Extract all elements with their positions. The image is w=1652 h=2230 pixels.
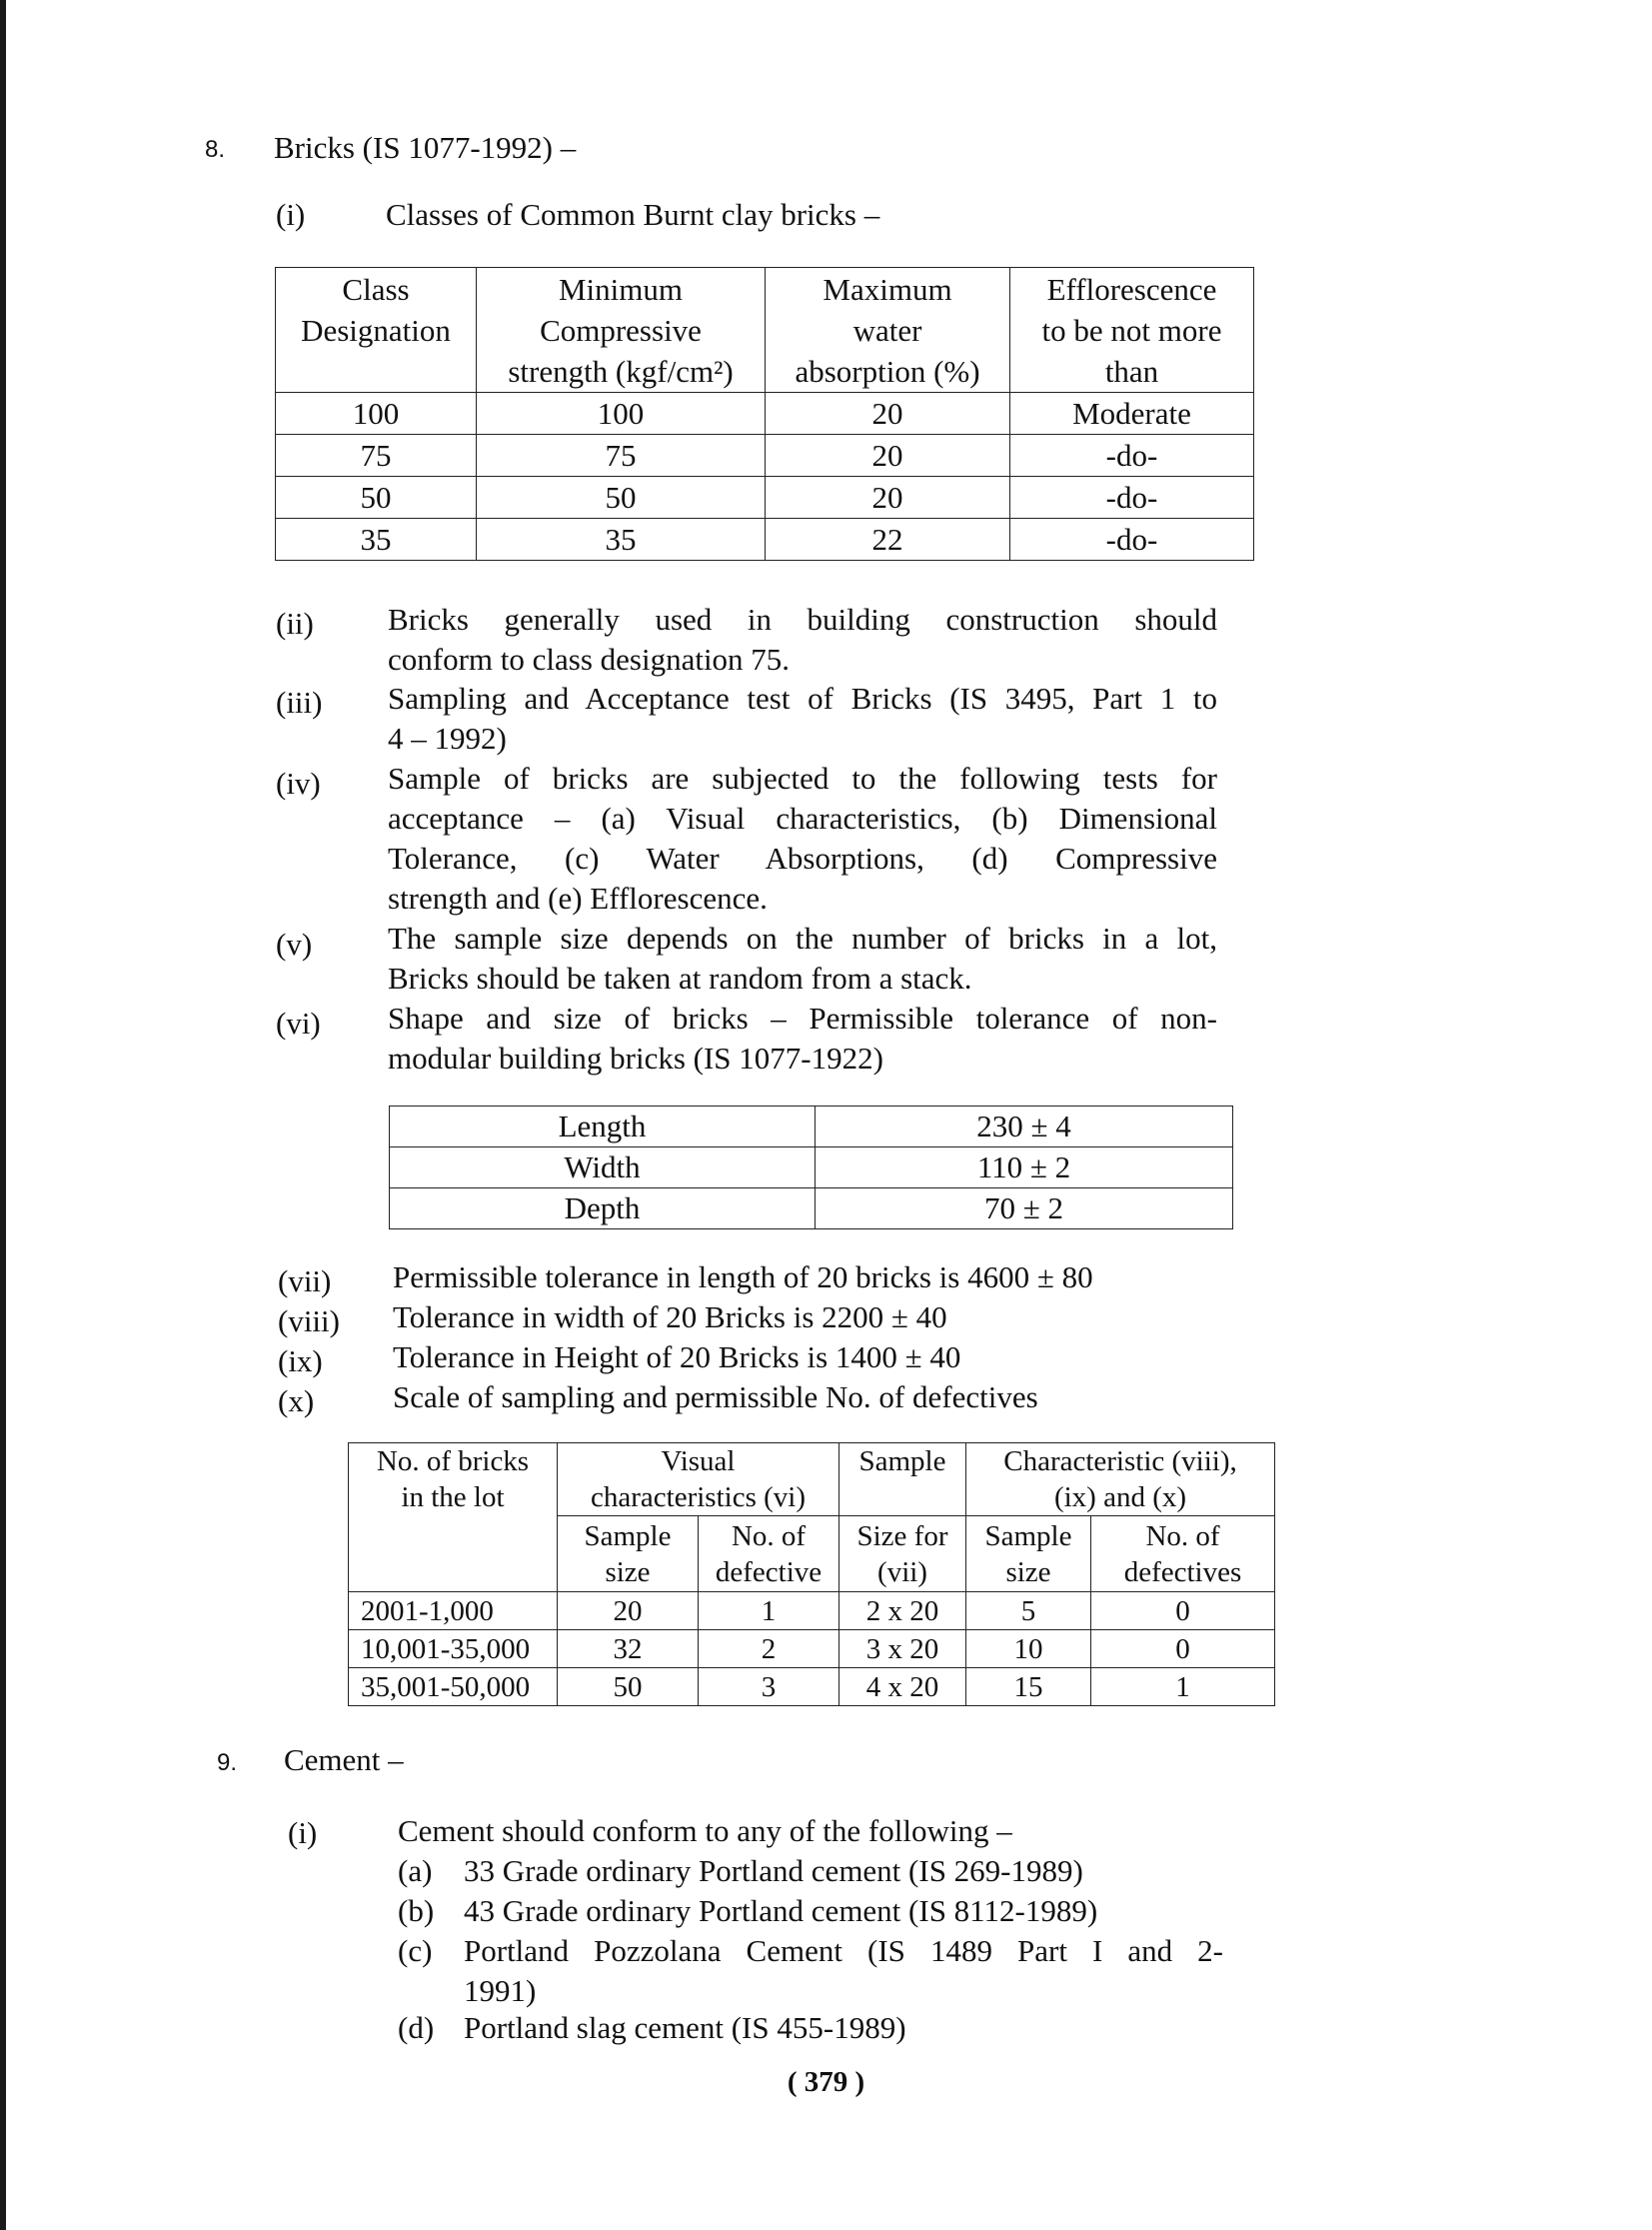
header-cell: No. of bricks in the lot [349, 1443, 558, 1592]
table-header-row [349, 1443, 1275, 1516]
item-i-text: Classes of Common Burnt clay bricks – [386, 197, 880, 232]
table-row [349, 1668, 1275, 1706]
tolerance-table [389, 1106, 1233, 1229]
item-x-label: (x) [278, 1383, 315, 1418]
table-cell: 50 [477, 477, 766, 519]
table-cell: 70 ± 2 [816, 1188, 1233, 1229]
table-cell: 230 ± 4 [816, 1107, 1233, 1147]
table-row [390, 1188, 1233, 1229]
subitem-d-text: Portland slag cement (IS 455-1989) [464, 2010, 906, 2045]
table-cell: 20 [766, 477, 1010, 519]
subitem-b-text: 43 Grade ordinary Portland cement (IS 8112-1989) [464, 1893, 1098, 1928]
table-row [276, 435, 1254, 477]
table-cell: 50 [558, 1668, 699, 1706]
table-cell: 100 [477, 393, 766, 435]
header-cell: No. of defectives [1091, 1516, 1275, 1592]
section-9-title: Cement – [284, 1742, 404, 1777]
header-cell: No. of defective [699, 1516, 839, 1592]
subitem-a-label: (a) [398, 1853, 433, 1888]
item-ii-label: (ii) [276, 606, 314, 641]
table-cell: 35 [477, 519, 766, 561]
table-cell: 3 x 20 [839, 1630, 966, 1668]
table-cell: Length [390, 1107, 816, 1147]
table-cell: Width [390, 1147, 816, 1188]
section-8-number: 8. [205, 136, 226, 163]
table-cell: 1 [1091, 1668, 1275, 1706]
subitem-a-text: 33 Grade ordinary Portland cement (IS 269-1989) [464, 1853, 1083, 1888]
item-v-text: The sample size depends on the number of bricks in a lot, Bricks should be taken at random from a stack. [388, 921, 1217, 996]
table-cell: 3 [699, 1668, 839, 1706]
header-cell: Sample [839, 1443, 966, 1516]
header-cell: Minimum Compressive strength (kgf/cm²) [477, 268, 766, 393]
header-cell: Sample size [966, 1516, 1091, 1592]
item-vi-label: (vi) [276, 1006, 321, 1041]
subitem-c-label: (c) [398, 1933, 433, 1968]
table-row [276, 393, 1254, 435]
item-ii-text: Bricks generally used in building construction should conform to class designation 75. [388, 602, 1217, 677]
header-cell: Size for (vii) [839, 1516, 966, 1592]
brick-classes-table [275, 267, 1254, 561]
table-cell: 22 [766, 519, 1010, 561]
table-cell: 4 x 20 [839, 1668, 966, 1706]
table-row [390, 1147, 1233, 1188]
section-9-item-i-label: (i) [288, 1815, 318, 1850]
table-row [276, 519, 1254, 561]
subitem-d-label: (d) [398, 2010, 435, 2045]
table-row [276, 477, 1254, 519]
table-cell: 110 ± 2 [816, 1147, 1233, 1188]
table-cell: 5 [966, 1592, 1091, 1630]
table-cell: 2001-1,000 [349, 1592, 558, 1630]
header-cell: Efflorescence to be not more than [1010, 268, 1254, 393]
item-iii-text: Sampling and Acceptance test of Bricks (IS 3495, Part 1 to 4 – 1992) [388, 681, 1217, 756]
item-ix-text: Tolerance in Height of 20 Bricks is 1400 ± 40 [393, 1339, 961, 1374]
table-cell: Depth [390, 1188, 816, 1229]
header-cell: Maximum water absorption (%) [766, 268, 1010, 393]
table-cell: 20 [766, 393, 1010, 435]
table-cell: 0 [1091, 1592, 1275, 1630]
table-cell: 2 x 20 [839, 1592, 966, 1630]
item-viii-label: (viii) [278, 1303, 340, 1338]
table-cell: 35,001-50,000 [349, 1668, 558, 1706]
table-cell: 2 [699, 1630, 839, 1668]
table-cell: 100 [276, 393, 477, 435]
table-cell: 10,001-35,000 [349, 1630, 558, 1668]
table-cell: 15 [966, 1668, 1091, 1706]
table-cell: -do- [1010, 477, 1254, 519]
subitem-b-label: (b) [398, 1893, 435, 1928]
table-cell: -do- [1010, 519, 1254, 561]
table-cell: 75 [477, 435, 766, 477]
table-cell: 0 [1091, 1630, 1275, 1668]
table-cell: 32 [558, 1630, 699, 1668]
subitem-c-text: Portland Pozzolana Cement (IS 1489 Part I and 2- 1991) [464, 1933, 1223, 2008]
header-cell: Class Designation [276, 268, 477, 393]
table-cell: 35 [276, 519, 477, 561]
table-row [390, 1107, 1233, 1147]
table-row [349, 1630, 1275, 1668]
item-x-text: Scale of sampling and permissible No. of defectives [393, 1379, 1038, 1414]
table-cell: -do- [1010, 435, 1254, 477]
item-iv-label: (iv) [276, 766, 321, 801]
table-header-row [276, 268, 1254, 393]
header-cell: Sample size [558, 1516, 699, 1592]
section-8-title: Bricks (IS 1077-1992) – [274, 130, 577, 165]
item-i-label: (i) [276, 197, 306, 232]
table-cell: 75 [276, 435, 477, 477]
table-cell: 20 [766, 435, 1010, 477]
page-number: ( 379 ) [787, 2066, 865, 2098]
item-vi-text: Shape and size of bricks – Permissible tolerance of non- modular building bricks (IS 1077-1922) [388, 1001, 1217, 1076]
item-vii-text: Permissible tolerance in length of 20 bricks is 4600 ± 80 [393, 1259, 1093, 1294]
table-row [349, 1592, 1275, 1630]
item-ix-label: (ix) [278, 1343, 323, 1378]
item-viii-text: Tolerance in width of 20 Bricks is 2200 ± 40 [393, 1299, 947, 1334]
table-cell: Moderate [1010, 393, 1254, 435]
item-v-label: (v) [276, 927, 313, 962]
sampling-table [348, 1442, 1275, 1706]
table-cell: 20 [558, 1592, 699, 1630]
header-cell: Characteristic (viii), (ix) and (x) [966, 1443, 1275, 1516]
item-iv-text: Sample of bricks are subjected to the following tests for acceptance – (a) Visual characteristics, (b) Dimensional Tolerance, (c) Water Absorptions, (d) Compressive strength and (e) Efflorescence. [388, 761, 1217, 916]
section-9-number: 9. [217, 1749, 238, 1776]
table-cell: 1 [699, 1592, 839, 1630]
table-cell: 50 [276, 477, 477, 519]
item-vii-label: (vii) [278, 1263, 332, 1298]
item-iii-label: (iii) [276, 685, 323, 720]
section-9-item-i-text: Cement should conform to any of the following – [398, 1813, 1012, 1848]
scan-edge [0, 0, 6, 2230]
header-cell: Visual characteristics (vi) [558, 1443, 839, 1516]
table-cell: 10 [966, 1630, 1091, 1668]
